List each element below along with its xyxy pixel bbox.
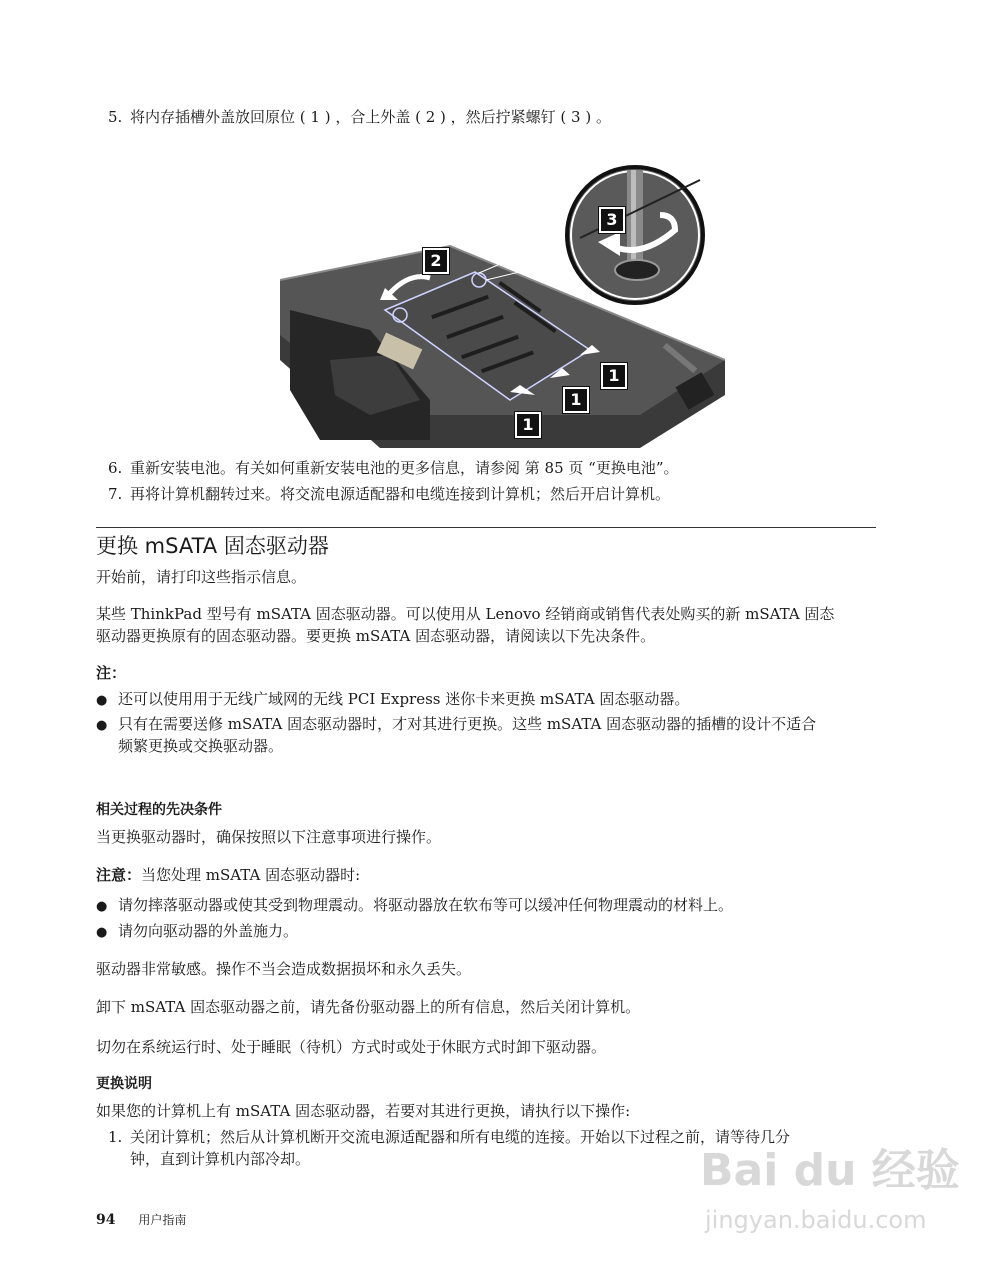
caution-text: 当您处理 mSATA 固态驱动器时: bbox=[141, 866, 361, 884]
note-label: 注： bbox=[96, 664, 127, 682]
memory-slot-cover-illustration bbox=[280, 160, 725, 448]
step-5 bbox=[108, 106, 611, 128]
step-text: 将内存插槽外盖放回原位 ( 1 ) ，合上外盖 ( 2 ) ，然后拧紧螺钉 ( 3 ) 。 bbox=[130, 108, 611, 126]
note-item-2-cont: 频繁更换或交换驱动器。 bbox=[118, 737, 284, 755]
section-divider bbox=[96, 527, 876, 528]
baidu-logo-watermark: Bai du 经验 bbox=[700, 1145, 960, 1196]
bullet-icon: ● bbox=[96, 693, 108, 708]
backup-text: 卸下 mSATA 固态驱动器之前，请先备份驱动器上的所有信息，然后关闭计算机。 bbox=[96, 998, 641, 1016]
caution-item-text: 请勿摔落驱动器或使其受到物理震动。将驱动器放在软布等可以缓冲任何物理震动的材料上。 bbox=[118, 896, 734, 914]
caution-item-1 bbox=[96, 894, 733, 918]
page-number: 94 bbox=[96, 1212, 116, 1228]
callout-2: 2 bbox=[423, 248, 449, 274]
step-number: 1. bbox=[108, 1128, 123, 1146]
prereq-heading: 相关过程的先决条件 bbox=[96, 802, 222, 818]
step-text: 重新安装电池。有关如何重新安装电池的更多信息，请参阅 第 85 页 “更换电池”。 bbox=[130, 459, 679, 477]
callout-1b: 1 bbox=[563, 387, 589, 413]
step-text: 关闭计算机；然后从计算机断开交流电源适配器和所有电缆的连接。开始以下过程之前，请等待几分 bbox=[130, 1128, 791, 1146]
caution-item-2 bbox=[96, 920, 298, 944]
step-text: 再将计算机翻转过来。将交流电源适配器和电缆连接到计算机；然后开启计算机。 bbox=[130, 485, 671, 503]
callout-1a: 1 bbox=[601, 363, 627, 389]
note-item-2 bbox=[96, 713, 816, 737]
caution-label: 注意： bbox=[96, 866, 142, 884]
bullet-icon: ● bbox=[96, 925, 108, 940]
callout-1c: 1 bbox=[515, 412, 541, 438]
intro-text: 开始前，请打印这些指示信息。 bbox=[96, 568, 307, 586]
section-title: 更换 mSATA 固态驱动器 bbox=[96, 534, 329, 558]
step-1 bbox=[108, 1126, 790, 1148]
instructions-heading: 更换说明 bbox=[96, 1076, 152, 1092]
caution-item-text: 请勿向驱动器的外盖施力。 bbox=[118, 922, 299, 940]
laptop-bottom-diagram bbox=[280, 160, 725, 448]
step-6 bbox=[108, 457, 679, 479]
bullet-icon: ● bbox=[96, 718, 108, 733]
note-text: 还可以使用用于无线广域网的无线 PCI Express 迷你卡来更换 mSATA 固态驱动器。 bbox=[118, 690, 690, 708]
paragraph-line-2: 驱动器更换原有的固态驱动器。要更换 mSATA 固态驱动器，请阅读以下先决条件。 bbox=[96, 627, 656, 645]
callout-3: 3 bbox=[599, 207, 625, 233]
page-footer bbox=[96, 1210, 186, 1230]
step-number: 7. bbox=[108, 485, 123, 503]
instructions-text: 如果您的计算机上有 mSATA 固态驱动器，若要对其进行更换，请执行以下操作: bbox=[96, 1102, 631, 1120]
sensitive-text: 驱动器非常敏感。操作不当会造成数据损坏和永久丢失。 bbox=[96, 960, 472, 978]
bullet-icon: ● bbox=[96, 899, 108, 914]
step-1-cont: 钟，直到计算机内部冷却。 bbox=[130, 1150, 311, 1168]
note-text: 只有在需要送修 mSATA 固态驱动器时，才对其进行更换。这些 mSATA 固态驱动器的插槽的设计不适合 bbox=[118, 715, 817, 733]
caution-line bbox=[96, 864, 360, 886]
footer-title: 用户指南 bbox=[138, 1213, 187, 1227]
note-item-1 bbox=[96, 688, 689, 712]
step-number: 6. bbox=[108, 459, 123, 477]
watermark-url: jingyan.baidu.com bbox=[705, 1206, 927, 1234]
never-remove-text: 切勿在系统运行时、处于睡眠（待机）方式时或处于休眠方式时卸下驱动器。 bbox=[96, 1038, 607, 1056]
prereq-text: 当更换驱动器时，确保按照以下注意事项进行操作。 bbox=[96, 828, 442, 846]
paragraph-line-1: 某些 ThinkPad 型号有 mSATA 固态驱动器。可以使用从 Lenovo 经销商或销售代表处购买的新 mSATA 固态 bbox=[96, 605, 835, 623]
step-7 bbox=[108, 483, 670, 505]
step-number: 5. bbox=[108, 108, 123, 126]
